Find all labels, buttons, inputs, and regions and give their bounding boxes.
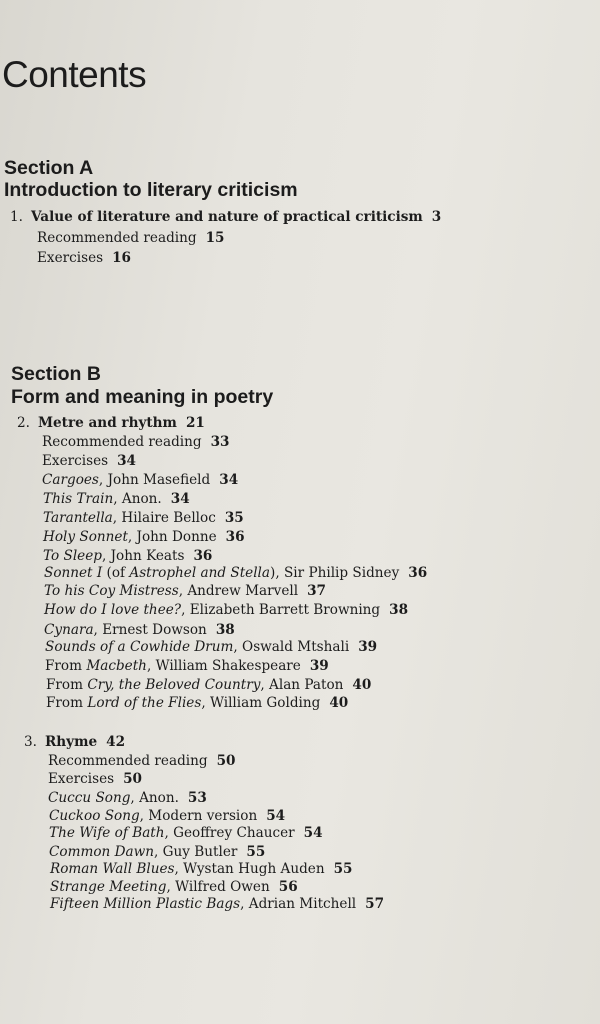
toc-entry: Recommended reading 15 [37,230,225,246]
section-a-title: Introduction to literary criticism [4,179,298,201]
chapter-title: Rhyme [44,734,98,750]
toc-entry: From Macbeth, William Shakespeare 39 [45,658,329,674]
page-number: 21 [185,415,205,431]
toc-entry: Sounds of a Cowhide Drum, Oswald Mtshali 39 [45,639,378,655]
toc-entry: Exercises 50 [48,771,143,787]
chapter-title: Metre and rhythm [37,415,177,431]
toc-entry: The Wife of Bath, Geoffrey Chaucer 54 [49,825,323,841]
toc-entry: Exercises 16 [37,250,132,266]
toc-entry: Sonnet I (of Astrophel and Stella), Sir Philip Sidney 36 [44,565,428,581]
chapter-title: Value of literature and nature of practical criticism [30,209,423,225]
toc-entry: How do I love thee?, Elizabeth Barrett Browning 38 [44,602,409,618]
toc-entry: Recommended reading 33 [42,434,230,450]
page-number: 16 [112,250,132,266]
chapter-number: 2. [17,415,30,431]
section-b-title: Form and meaning in poetry [11,386,274,408]
toc-entry: Tarantella, Hilaire Belloc 35 [43,510,244,526]
toc-entry: Cuckoo Song, Modern version 54 [49,808,286,824]
chapter-number: 1. [10,209,23,225]
toc-entry: Roman Wall Blues, Wystan Hugh Auden 55 [50,861,353,877]
toc-entry: From Lord of the Flies, William Golding 40 [46,695,349,711]
toc-chapter-1 [10,211,441,225]
page-number: 42 [106,734,126,750]
toc-entry: Exercises 34 [42,453,137,469]
toc-entry: To his Coy Mistress, Andrew Marvell 37 [44,583,326,599]
toc-entry: Cuccu Song, Anon. 53 [48,790,207,806]
toc-entry: Common Dawn, Guy Butler 55 [49,844,266,860]
toc-entry: To Sleep, John Keats 36 [43,548,213,564]
toc-entry: Holy Sonnet, John Donne 36 [43,529,245,545]
toc-entry: This Train, Anon. 34 [43,491,190,507]
toc-entry: Cynara, Ernest Dowson 38 [44,622,235,638]
toc-entry: Strange Meeting, Wilfred Owen 56 [50,879,298,895]
page-number: 3 [431,209,442,225]
section-a-label: Section A [4,157,94,179]
toc-entry: From Cry, the Beloved Country, Alan Paton 40 [46,677,372,693]
page-number: 15 [205,230,225,246]
toc-chapter-3 [24,736,125,750]
toc-chapter-2 [17,417,205,431]
section-b-label: Section B [11,363,101,385]
toc-entry: Recommended reading 50 [48,753,236,769]
toc-entry: Fifteen Million Plastic Bags, Adrian Mitchell 57 [50,896,385,912]
page-title: Contents [2,54,147,95]
chapter-number: 3. [24,734,37,750]
toc-entry: Cargoes, John Masefield 34 [42,472,239,488]
